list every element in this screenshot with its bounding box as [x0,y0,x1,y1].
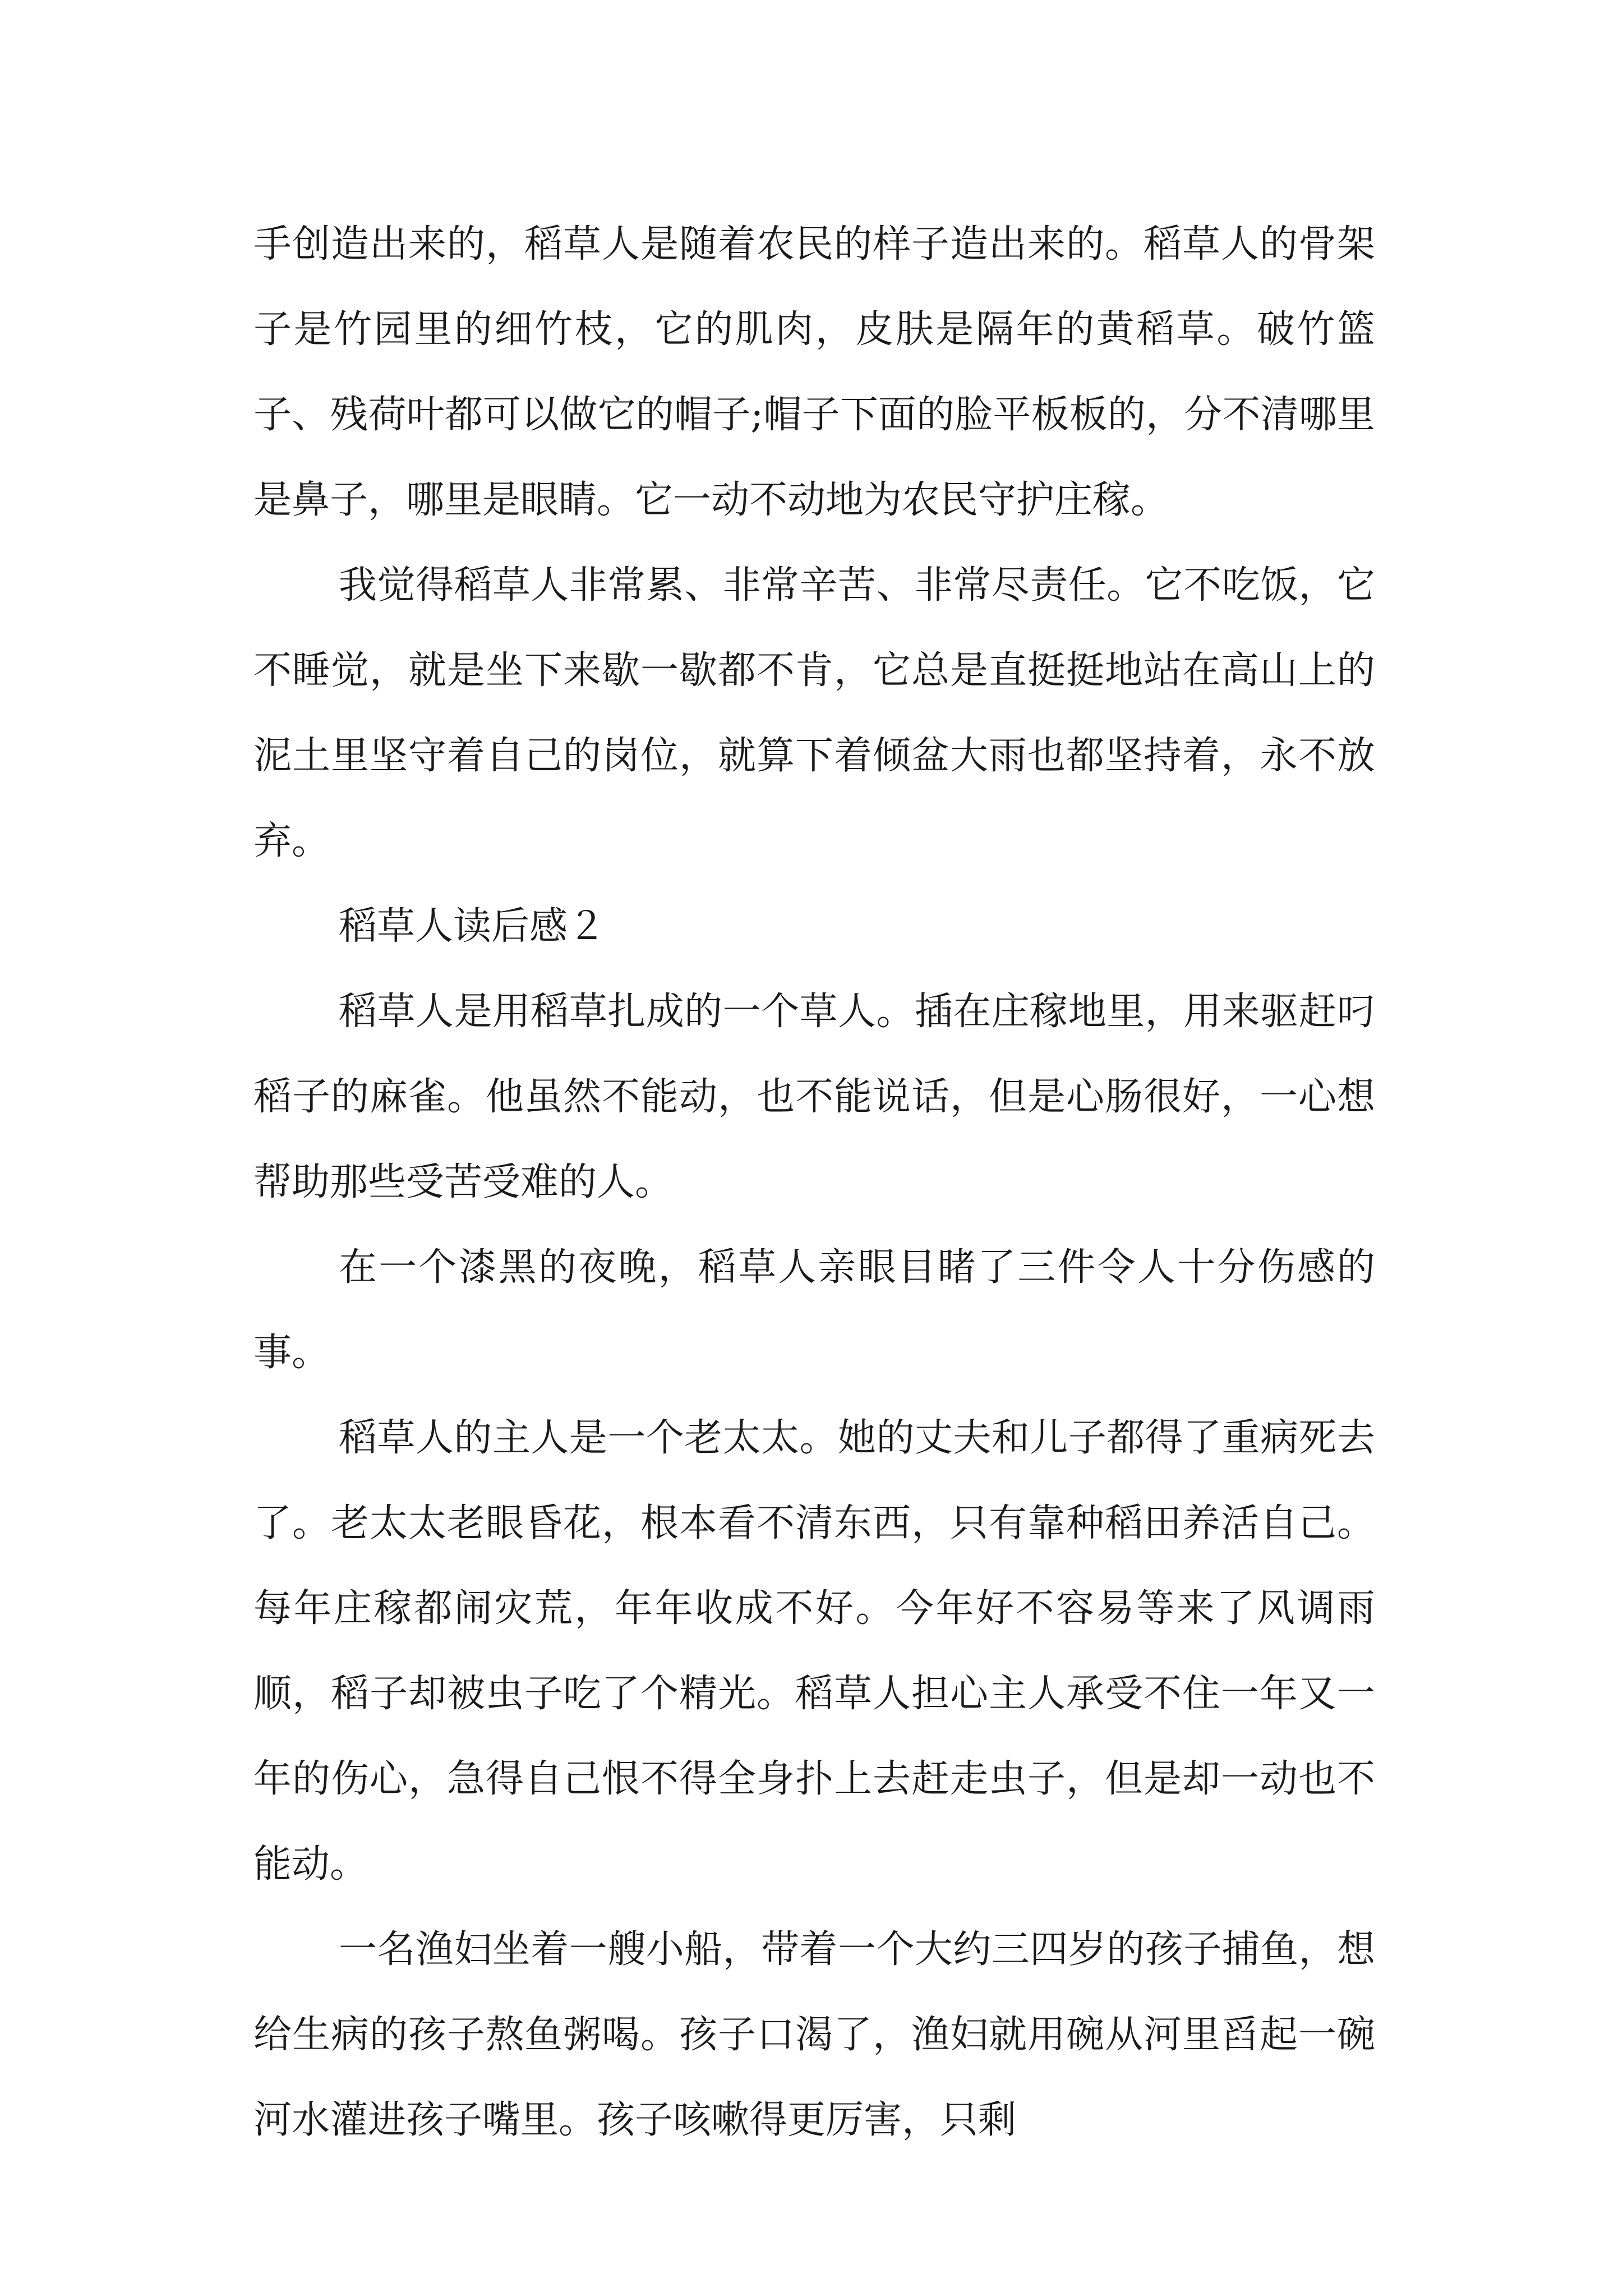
section-heading: 稻草人读后感２ [339,904,606,949]
paragraph-4: 在一个漆黑的夜晚，稻草人亲眼目睹了三件令人十分伤感的事。 [253,1245,1375,1375]
paragraph-6: 一名渔妇坐着一艘小船，带着一个大约三四岁的孩子捕鱼，想给生病的孩子熬鱼粥喝。孩子口渴了，渔妇就用碗从河里舀起一碗河水灌进孩子嘴里。孩子咳嗽得更厉害，只剩 [253,1927,1375,2142]
paragraph-5: 稻草人的主人是一个老太太。她的丈夫和儿子都得了重病死去了。老太太老眼昏花，根本看不清东西，只有靠种稻田养活自己。每年庄稼都闹灾荒，年年收成不好。今年好不容易等来了风调雨顺，稻子却被虫子吃了个精光。稻草人担心主人承受不住一年又一年的伤心，急得自己恨不得全身扑上去赶走虫子，但是却一动也不能动。 [253,1416,1375,1887]
paragraph-1: 手创造出来的，稻草人是随着农民的样子造出来的。稻草人的骨架子是竹园里的细竹枝，它的肌肉，皮肤是隔年的黄稻草。破竹篮子、残荷叶都可以做它的帽子;帽子下面的脸平板板的，分不清哪里是鼻子，哪里是眼睛。它一动不动地为农民守护庄稼。 [253,222,1375,522]
paragraph-3: 稻草人是用稻草扎成的一个草人。插在庄稼地里，用来驱赶叼稻子的麻雀。他虽然不能动，也不能说话，但是心肠很好，一心想帮助那些受苦受难的人。 [253,990,1375,1204]
body-text [253,202,1375,2163]
paragraph-2: 我觉得稻草人非常累、非常辛苦、非常尽责任。它不吃饭，它不睡觉，就是坐下来歇一歇都不肯，它总是直挺挺地站在高山上的泥土里坚守着自己的岗位，就算下着倾盆大雨也都坚持着，永不放弃。 [253,563,1375,863]
